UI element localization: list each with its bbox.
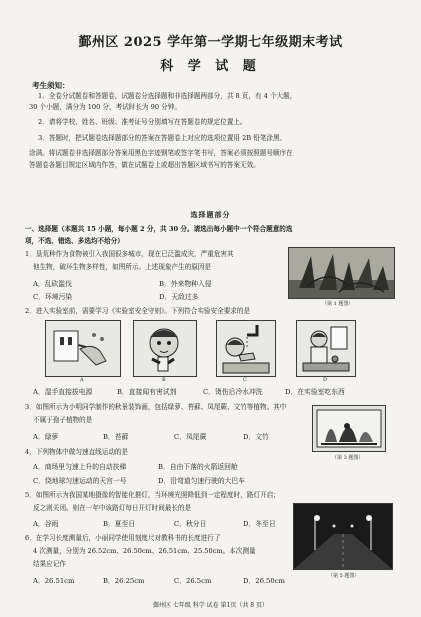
q1-option-a: A．乱砍滥伐: [33, 280, 72, 288]
q5-figure-caption: （第 5 题图）: [328, 573, 360, 579]
q2-figure-c: [216, 320, 276, 377]
q6-option-a: A．26.51cm: [33, 577, 75, 585]
notice-line-2: 30 个小题，满分为 100 分，考试时长为 90 分钟。: [29, 103, 181, 111]
q2-figure-label-d: D: [323, 377, 328, 383]
notice-line-3: 2．请将学校、姓名、班级、准考证号分别填写在答题卷的规定位置上。: [38, 118, 247, 126]
q5-figure-photo: [293, 503, 393, 570]
page-footer: 鄞州区 七年级 科学 试卷 第1页（共 8 页）: [152, 602, 269, 609]
q3-option-a: A．绿萝: [33, 433, 59, 441]
q4-option-d: D．沿弯道匀速行驶的大巴车: [158, 477, 246, 485]
notice-line-1: 1．全卷分试题卷和答题卷，试题卷分选择题和非选择题两部分，共 8 页，有 4 个大题，: [38, 92, 297, 100]
q5-option-a: A．谷雨: [33, 520, 59, 528]
exam-title: 鄞州区 2025 学年第一学期七年级期末考试: [78, 35, 343, 50]
q6-option-d: D．26.50cm: [243, 577, 285, 585]
smell-reagent-image: [134, 321, 196, 376]
q2-line: 2．进入实验室前，需要学习《实验室安全守则》。下列符合实验安全要求的是: [25, 307, 251, 315]
q6-option-b: B．26.25cm: [103, 577, 145, 585]
q3-line-2: 不属于孢子植物的是: [33, 416, 93, 424]
plant-photo-image: [289, 248, 394, 298]
q2-figure-d: [296, 320, 356, 377]
q2-option-b: B．直接闻有害试剂: [117, 388, 177, 396]
q6-option-c: C．26.5cm: [174, 577, 212, 585]
q4-line: 4．下列物体中做匀速直线运动的是: [25, 448, 129, 456]
q1-figure-caption: （第 1 题图）: [322, 301, 354, 307]
q4-option-a: A．商场里匀速上升的自动扶梯: [33, 463, 127, 471]
q3-option-b: B．苔藓: [103, 433, 129, 441]
q2-option-c: C．烫伤后冷水冲洗: [203, 388, 263, 396]
q1-line-1: 1．垦荒种作为食物被引入我国很多城市，现在已泛滥成灾，严重危害其: [25, 250, 234, 258]
section-title: 选择题部分: [190, 210, 231, 219]
q1-option-c: C．环境污染: [33, 293, 73, 301]
plant-decoration-image: [313, 406, 385, 451]
section-heading-line-2: 项，不选、错选、多选均不给分）: [25, 237, 124, 245]
q2-figure-label-a: A: [80, 377, 84, 383]
q5-option-d: D．冬至日: [243, 520, 276, 528]
q3-option-d: D．文竹: [243, 433, 269, 441]
notice-line-4: 3．答题时，把试题卷选择题部分的答案在答题卷上对应的选项位置用 2B 铅笔涂黑、: [38, 134, 287, 142]
q6-line-2: 4 次测量，分别为 26.52cm、26.50cm、26.51cm、25.50cm。本次测量: [33, 547, 256, 555]
q5-option-c: C．秋分日: [174, 520, 207, 528]
q5-option-b: B．夏至日: [103, 520, 136, 528]
q5-line-2: 反之则关闭。则在一年中该路灯每日开灯时间最长的是: [33, 504, 192, 512]
q1-line-2: 他生物，破坏生物多样性，如图所示。上述现象产生的原因是: [33, 263, 212, 271]
notice-heading: 考生须知：: [32, 81, 70, 90]
q2-figure-b: [133, 320, 197, 377]
q3-figure: [312, 405, 386, 452]
unplug-socket-image: [46, 321, 120, 376]
street-lamp-photo-image: [294, 504, 392, 569]
q1-option-b: B．外来物种入侵: [159, 280, 212, 288]
notice-line-5: 涂满。将试题卷非选择题部分答案用黑色字迹钢笔或签字笔书写，答案必须按照题号顺序在: [29, 149, 293, 157]
q3-option-c: C．凤尾蕨: [174, 433, 207, 441]
exam-subject-title: 科 学 试 题: [160, 59, 261, 74]
q1-figure-photo: [288, 247, 395, 299]
section-heading-line-1: 一、选择题（本题共 15 小题，每小题 2 分，共 30 分。请选出每小题中一个符合题意的选: [25, 225, 293, 233]
q6-line-3: 结果应记作: [33, 560, 66, 568]
q2-option-d: D．在实验室吃东西: [285, 388, 345, 396]
q5-line-1: 5．如图所示为我国某地摄像的智能化推灯，当环境光照降低到一定程度时，路灯开启；: [25, 491, 280, 499]
q2-figure-label-b: B: [162, 377, 166, 383]
q2-option-a: A．湿手直接拔电源: [33, 388, 93, 396]
q3-figure-caption: （第 3 题图）: [332, 455, 364, 461]
eating-in-lab-image: [297, 321, 355, 376]
q6-line-1: 6．在学习长度测量后，小丽同学使用刻度尺对教科书的长度进行了: [25, 534, 221, 542]
notice-line-6: 答题卷各题目规定区域内作答，做在试题卷上或超出答题区域书写的答案无效。: [29, 161, 260, 169]
rinse-burn-image: [217, 321, 275, 376]
q4-option-b: B．自由下落的火箭返回舱: [158, 463, 238, 471]
q1-option-d: D．天敌过多: [159, 293, 199, 301]
q2-figure-a: [45, 320, 121, 377]
q2-figure-label-c: C: [243, 377, 247, 383]
q3-line-1: 3．如图所示为小明同学制作的秋景装饰画，包括绿萝、苔藓、凤尾蕨、文竹等植物。其中: [25, 403, 287, 411]
q4-option-c: C．绕地球匀速运动的天宫一号: [33, 477, 127, 485]
